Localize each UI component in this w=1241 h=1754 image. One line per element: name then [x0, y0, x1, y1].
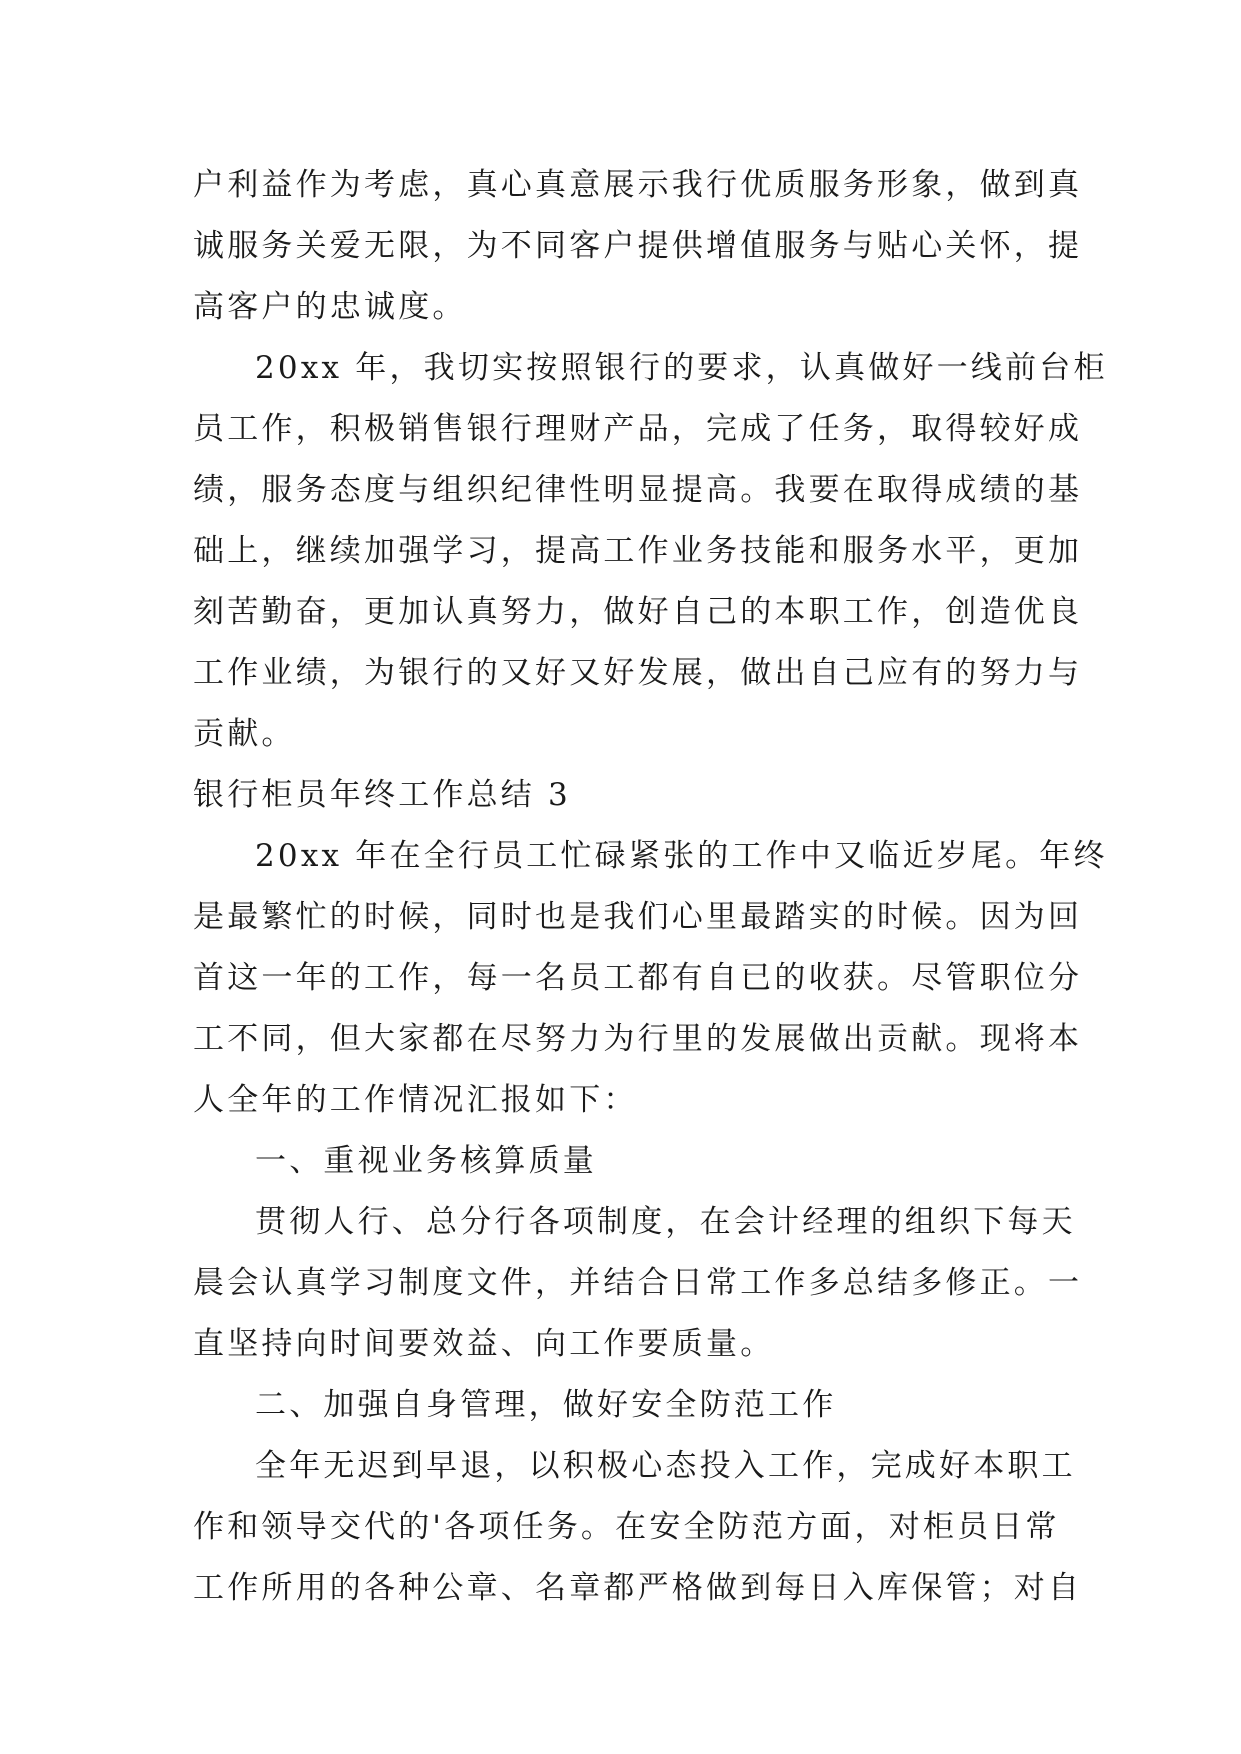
text-line: 工作所用的各种公章、名章都严格做到每日入库保管；对自: [193, 1570, 1083, 1606]
text-line: 人全年的工作情况汇报如下：: [193, 1082, 638, 1118]
subheading-1: 一、重视业务核算质量: [255, 1143, 597, 1179]
subheading-2: 二、加强自身管理，做好安全防范工作: [255, 1387, 837, 1423]
paragraph-start-line: 全年无迟到早退，以积极心态投入工作，完成好本职工: [255, 1448, 1076, 1484]
text-line: 员工作，积极销售银行理财产品，完成了任务，取得较好成: [193, 411, 1083, 447]
paragraph-start-line: 20xx 年在全行员工忙碌紧张的工作中又临近岁尾。年终: [255, 838, 1108, 874]
paragraph-start-line: 20xx 年，我切实按照银行的要求，认真做好一线前台柜: [255, 350, 1108, 386]
text-line: 工作业绩，为银行的又好又好发展，做出自己应有的努力与: [193, 655, 1083, 691]
section-heading: 银行柜员年终工作总结 3: [193, 777, 571, 813]
text-line: 直坚持向时间要效益、向工作要质量。: [193, 1326, 775, 1362]
text-line: 绩，服务态度与组织纪律性明显提高。我要在取得成绩的基: [193, 472, 1083, 508]
text-line: 础上，继续加强学习，提高工作业务技能和服务水平，更加: [193, 533, 1083, 569]
text-line: 户利益作为考虑，真心真意展示我行优质服务形象，做到真: [193, 167, 1083, 203]
document-body: [193, 155, 1108, 1619]
text-line: 刻苦勤奋，更加认真努力，做好自己的本职工作，创造优良: [193, 594, 1083, 630]
text-line: 作和领导交代的'各项任务。在安全防范方面，对柜员日常: [193, 1509, 1060, 1545]
paragraph-start-line: 贯彻人行、总分行各项制度，在会计经理的组织下每天: [255, 1204, 1076, 1240]
text-line: 晨会认真学习制度文件，并结合日常工作多总结多修正。一: [193, 1265, 1083, 1301]
text-line: 贡献。: [193, 716, 296, 752]
text-line: 首这一年的工作，每一名员工都有自已的收获。尽管职位分: [193, 960, 1083, 996]
text-line: 是最繁忙的时候，同时也是我们心里最踏实的时候。因为回: [193, 899, 1083, 935]
text-line: 高客户的忠诚度。: [193, 289, 467, 325]
text-line: 工不同，但大家都在尽努力为行里的发展做出贡献。现将本: [193, 1021, 1083, 1057]
text-line: 诚服务关爱无限，为不同客户提供增值服务与贴心关怀，提: [193, 228, 1083, 264]
